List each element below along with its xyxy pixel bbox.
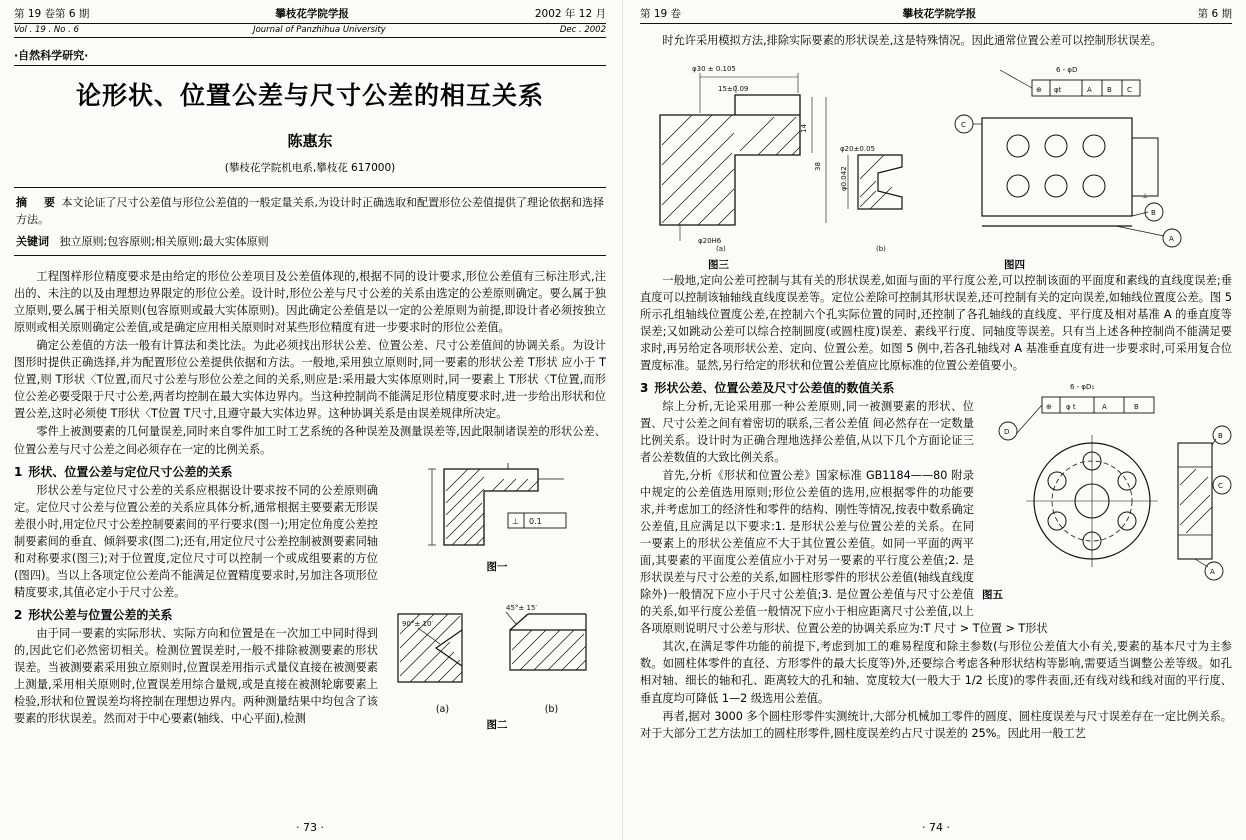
abstract-box	[14, 187, 606, 256]
svg-text:6 - φD: 6 - φD	[1056, 66, 1078, 74]
figure-1-caption: 图一	[486, 560, 508, 573]
svg-text:15±0.09: 15±0.09	[718, 85, 749, 94]
section-number: 1	[14, 464, 23, 479]
body-paragraph: 时允许采用模拟方法,排除实际要素的形状误差,这是特殊情况。因此通常位置公差可以控制形状误差。	[662, 34, 1162, 48]
issue-date-en: Dec . 2002	[559, 25, 606, 36]
body-paragraph: 首先,分析《形状和位置公差》国家标准 GB1184——80 附录中规定的公差值选用原则;形位公差值的选用,应根据零件的功能要求,并考虑加工的经济性和零件的结构、刚性等情况,按表中数系确定公差值,且应满足以下要求:1. 是形状公差与位置公差的关系。在同一要素上的形状公差值应不大于其位置公差值。如同一平面的两平面,其要素的平面度公差值应小于对另一要素的平行度公差值;2. 是形状误差与尺寸公差的关系,如圆柱形零件的形状公差值(轴线直线度除外)一般情况下应小于尺寸公差值;3. 是位置公差值与尺寸公差值的关系,如平行度公差值一般情况下应小于相应距离尺寸公差值,以上各项原则说明尺寸公差与形状、位置公差的协调关系应为:T 尺寸 > T位置 > T形状	[640, 469, 1048, 636]
svg-text:φ20H6: φ20H6	[698, 237, 722, 246]
right-page	[626, 0, 1246, 840]
section-title: 形状公差、位置公差及尺寸公差值的数值关系	[654, 381, 895, 396]
page-folio-right: · 74 ·	[922, 821, 950, 834]
body-paragraph: 综上分析,无论采用那一种公差原则,同一被测要素的形状、位置、尺寸公差之间有着密切的联系,三者公差值 间必然存在一定数量比例关系。设计时为正确合理地选择公差值,从以下几个方面论证三者公差数值的大致比例关系。	[640, 400, 974, 465]
left-running-head	[14, 8, 606, 38]
figure-3	[640, 55, 940, 255]
svg-text:(a): (a)	[716, 245, 726, 254]
section-number: 3	[640, 381, 649, 396]
keywords-label: 关键词	[16, 235, 49, 249]
figure-2-caption: 图二	[486, 718, 508, 731]
figure-2-sub-b: (b)	[544, 703, 559, 715]
page-gutter	[622, 0, 623, 840]
svg-text:A: A	[1102, 403, 1107, 412]
figure-1	[388, 461, 606, 574]
svg-text:C: C	[961, 121, 966, 129]
section-number: 2	[14, 607, 23, 622]
volume-issue: 第 19 卷第 6 期	[14, 8, 90, 20]
svg-text:C: C	[1127, 86, 1132, 94]
svg-text:φ30 ± 0.105: φ30 ± 0.105	[692, 65, 736, 74]
svg-text:B: B	[1107, 86, 1112, 94]
right-running-head	[640, 8, 1232, 24]
svg-text:6 - φD₁: 6 - φD₁	[1070, 383, 1095, 392]
body-paragraph: 形状公差与定位尺寸公差的关系应根据设计要求按不同的公差原则确定。定位尺寸公差与位置公差的关系应具体分析,通常根据主要要素无形误差很小时,用定位尺寸公差控制要素间的平行要求(图一);用定位角度公差控制要素间的垂直、倾斜要求(图二);还有,用定位尺寸公差控制被测要素同轴和对称要求(图三);对于位置度,定位尺寸可以控制一个或成组要素的方位(图四)。当以上各项定位公差尚不能满足位置精度要求时,另加注各项形位精度要求,其值必定小于尺寸公差。	[14, 483, 378, 599]
svg-text:φ0.042: φ0.042	[840, 166, 848, 192]
svg-text:B: B	[1218, 432, 1223, 441]
body-paragraph: 由于同一要素的实际形状、实际方向和位置是在一次加工中同时得到的,因此它们必然密切相关。检测位置误差时,一般不排除被测要素的形状误差。当被测要素采用独立原则时,位置误差用指示式量仪直接在被测要素上测量,采用相关原则时,位置误差用综合量规,或是直接在被测轮廓要素上检验,形状和位置误差均将控制在理想边界内。两种测量结果中均包含了该要素的形状误差。然而对于中心要素(轴线、中心平面),检测	[14, 626, 378, 725]
svg-text:B: B	[1134, 403, 1139, 412]
svg-text:⊥: ⊥	[512, 516, 519, 526]
category-rule	[14, 65, 606, 66]
svg-text:⊕: ⊕	[1036, 86, 1042, 94]
svg-text:0.1: 0.1	[529, 516, 542, 526]
figure-3-drawing	[640, 55, 940, 255]
figure-5-drawing	[982, 375, 1232, 585]
svg-text:90°± 10′: 90°± 10′	[402, 619, 433, 628]
figure-4-drawing	[936, 60, 1226, 260]
page-title: 论形状、位置公差与尺寸公差的相互关系	[75, 80, 544, 110]
svg-text:φt: φt	[1054, 86, 1062, 94]
figure-2-sub-a: (a)	[435, 703, 450, 715]
figure-5-caption: 图五	[982, 589, 1003, 602]
body-paragraph: 一般地,定向公差可控制与其有关的形状误差,如面与面的平行度公差,可以控制该面的平面度和素线的直线度误差;垂直度可以控制该轴轴线直线度误差等。定位公差除可控制其形状误差,还可控制有关的定向误差,如轴线位置度公差。图 5 所示孔组轴线位置度公差,在控制六个孔实际位置的同时,还控制了各孔轴线的直线度、平行度及相对基准 A 的垂直度等误差;又如跳动公差可以综合控制圆度(或圆柱度)误差、素线平行度、同轴度等误差。只有当上述各种控制尚不能满足要求时,再另给定各项形状公差、定向、位置公差。如图 5 例中,若各孔轴线对 A 基准垂直度有进一步要求时,可采用复合位置度标准。显然,另行给定的形状和位置公差值应比原标准的位置公差值要小。	[640, 274, 1232, 373]
svg-text:C: C	[1218, 482, 1223, 491]
svg-text:14: 14	[800, 124, 808, 134]
body-paragraph: 确定公差值的方法一般有计算法和类比法。为此必须找出形状公差、位置公差、尺寸公差值间的协调关系。为设计图形时提供正确选择,并为配置形位公差提供依据和方法。一般地,采用独立原则时,同一要素的形状公差 T形状 应小于 T位置,则 T形状〈T位置,而尺寸公差与形位公差之间的关系,则应是:采用最大实体原则时,同一要素上 T形状〈T位置,而形位公差必要受限于尺寸公差,两者均控制在最大实体边界内。当这种控制尚不能满足形位精度要求时,进一步给出形状和位置公差,这时必须使 T形状〈T位置 T尺寸,且遵守最大实体边界。这种协调关系是由误差规律所决定。	[14, 339, 606, 421]
body-paragraph: 其次,在满足零件功能的前提下,考虑到加工的难易程度和除主参数(与形位公差值大小有关,要素的基本尺寸为主参数。如圆柱体零件的直径、方形零件的最大长度等)外,还要综合考虑各种形状结构等影响,需要适当调整公差等级。如孔相对轴、细长的轴和孔、距离较大的孔和轴、宽度较大(一般大于 1/2 长度)的零件表面,还有线对线和线对面的平行度、垂直度均可降低 1—2 级选用公差值。	[640, 640, 1232, 705]
svg-text:A: A	[1210, 568, 1215, 577]
abstract-label: 摘 要	[16, 196, 58, 210]
svg-text:A: A	[1169, 235, 1174, 243]
author-name: 陈惠东	[287, 132, 333, 151]
journal-name-en: Journal of Panzhihua University	[253, 25, 386, 36]
body-paragraph: 工程图样形位精度要求是由给定的形位公差项目及公差值体现的,根据不同的设计要求,形位公差值有三标注形式,注出的、未注的以及由理想边界限定的形位公差。设计时,形位公差与尺寸公差的关系由选定的公差原则确定。要么属于独立原则,要么属于相关原则(包容原则或最大实体原则)。因此确定公差值是以一定的公差原则为前提,即设计者必须按独立原则或相关原则确定公差值,或是确定应用相关原则时对某些形位精度有进一步要求时的形位公差值。	[14, 270, 606, 335]
section-title: 形状公差与位置公差的关系	[28, 607, 173, 622]
body-paragraph: 零件上被测要素的几何量误差,同时来自零件加工时工艺系统的各种误差及测量误差等,因此限制诸误差的形状公差、位置公差与尺寸公差之间必须存在一定的比例关系。	[14, 425, 606, 456]
journal-name-cn: 攀枝花学院学报	[902, 8, 977, 20]
svg-text:38: 38	[814, 162, 822, 172]
svg-text:φ20±0.05: φ20±0.05	[840, 145, 875, 154]
abstract-text: 本文论证了尺寸公差值与形位公差值的一般定量关系,为设计时正确选取和配置形位公差值提供了理论依据和选择方法。	[16, 196, 604, 227]
figure-4	[936, 60, 1226, 260]
svg-text:⊕: ⊕	[1046, 403, 1052, 412]
volume-label: 第 19 卷	[640, 8, 682, 20]
left-page	[0, 0, 620, 840]
issue-date-cn: 2002 年 12 月	[534, 8, 606, 20]
svg-text:D: D	[1004, 428, 1010, 437]
figure-3-caption: 图三	[708, 259, 729, 272]
keywords-text: 独立原则;包容原则;相关原则;最大实体原则	[59, 235, 269, 249]
figure-4-caption: 图四	[1004, 259, 1025, 272]
category-label: ·自然科学研究·	[14, 48, 89, 62]
figure-2	[388, 604, 606, 732]
section-title: 形状、位置公差与定位尺寸公差的关系	[28, 464, 233, 479]
body-paragraph: 再者,据对 3000 多个圆柱形零件实测统计,大部分机械加工零件的圆度、圆柱度误差与尺寸误差存在一定比例关系。对于大部分工艺方法加工的圆柱形零件,圆柱度误差约占尺寸误差的 25%。因此用一般工艺	[640, 709, 1232, 740]
page-folio-left: · 73 ·	[296, 821, 324, 834]
author-affiliation: (攀枝花学院机电系,攀枝花 617000)	[224, 162, 396, 175]
figure-2-drawing	[388, 604, 606, 704]
figure-5	[982, 375, 1232, 602]
svg-text:45°± 15′: 45°± 15′	[506, 603, 537, 612]
svg-text:⊥: ⊥	[1142, 192, 1149, 200]
journal-name-cn: 攀枝花学院学报	[275, 8, 349, 20]
figure-1-drawing	[388, 461, 606, 557]
volume-issue-en: Vol . 19 . No . 6	[14, 25, 79, 36]
issue-label: 第 6 期	[1197, 8, 1232, 20]
svg-text:B: B	[1151, 209, 1156, 217]
svg-text:(b): (b)	[876, 245, 886, 254]
svg-text:φ t: φ t	[1066, 403, 1076, 412]
svg-text:A: A	[1087, 86, 1092, 94]
